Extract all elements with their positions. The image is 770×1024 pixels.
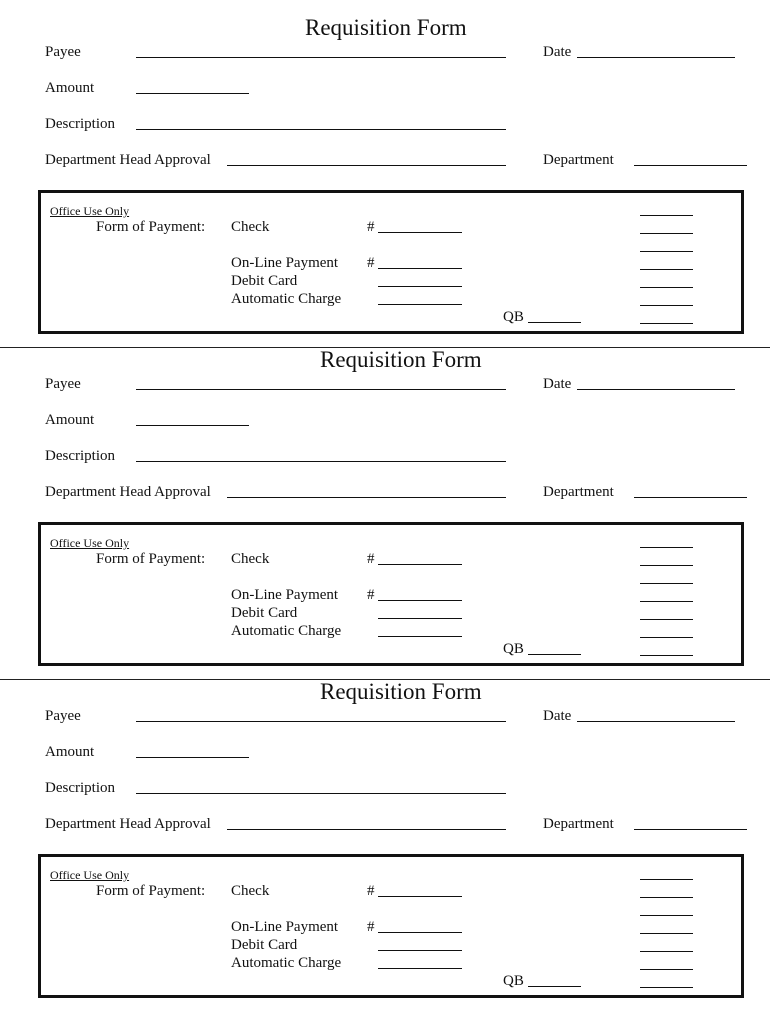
- check-label: Check: [231, 883, 270, 899]
- office-line-4[interactable]: [640, 933, 693, 934]
- online-payment-label: On-Line Payment: [231, 255, 339, 271]
- check-label: Check: [231, 551, 270, 567]
- automatic-charge-field[interactable]: [378, 968, 462, 969]
- office-line-3[interactable]: [640, 251, 693, 252]
- office-use-heading: Office Use Only: [50, 868, 130, 882]
- date-label: Date: [543, 44, 572, 60]
- office-line-4[interactable]: [640, 601, 693, 602]
- department-field[interactable]: [634, 829, 747, 830]
- payee-field[interactable]: [136, 389, 506, 390]
- approval-field[interactable]: [227, 829, 506, 830]
- office-line-6[interactable]: [640, 305, 693, 306]
- qb-label: QB: [503, 973, 524, 989]
- date-label: Date: [543, 708, 572, 724]
- check-number-field[interactable]: [378, 564, 462, 565]
- approval-label: Department Head Approval: [45, 816, 211, 832]
- department-label: Department: [543, 816, 614, 832]
- description-label: Description: [45, 448, 115, 464]
- check-hash: #: [367, 219, 375, 235]
- form-title: Requisition Form: [320, 347, 482, 372]
- office-use-heading: Office Use Only: [50, 536, 130, 550]
- automatic-charge-label: Automatic Charge: [231, 291, 342, 307]
- online-hash: #: [367, 255, 375, 271]
- office-line-5[interactable]: [640, 287, 693, 288]
- debit-card-label: Debit Card: [231, 273, 298, 289]
- check-hash: #: [367, 883, 375, 899]
- debit-card-label: Debit Card: [231, 605, 298, 621]
- qb-label: QB: [503, 641, 524, 657]
- debit-card-label: Debit Card: [231, 937, 298, 953]
- qb-field[interactable]: [528, 654, 581, 655]
- office-line-5[interactable]: [640, 951, 693, 952]
- office-line-2[interactable]: [640, 897, 693, 898]
- form-title: Requisition Form: [305, 15, 467, 40]
- description-field[interactable]: [136, 129, 506, 130]
- form-of-payment-label: Form of Payment:: [96, 219, 206, 235]
- automatic-charge-field[interactable]: [378, 304, 462, 305]
- qb-field[interactable]: [528, 986, 581, 987]
- amount-label: Amount: [45, 744, 95, 760]
- office-line-7[interactable]: [640, 655, 693, 656]
- office-line-6[interactable]: [640, 969, 693, 970]
- office-line-6[interactable]: [640, 637, 693, 638]
- online-number-field[interactable]: [378, 600, 462, 601]
- approval-field[interactable]: [227, 497, 506, 498]
- approval-label: Department Head Approval: [45, 484, 211, 500]
- office-line-3[interactable]: [640, 583, 693, 584]
- office-line-3[interactable]: [640, 915, 693, 916]
- check-number-field[interactable]: [378, 896, 462, 897]
- description-label: Description: [45, 116, 115, 132]
- form-title: Requisition Form: [320, 679, 482, 704]
- office-line-1[interactable]: [640, 879, 693, 880]
- form-of-payment-label: Form of Payment:: [96, 551, 206, 567]
- department-label: Department: [543, 152, 614, 168]
- online-payment-label: On-Line Payment: [231, 587, 339, 603]
- debit-card-field[interactable]: [378, 950, 462, 951]
- debit-card-field[interactable]: [378, 618, 462, 619]
- office-line-7[interactable]: [640, 987, 693, 988]
- approval-label: Department Head Approval: [45, 152, 211, 168]
- payee-label: Payee: [45, 376, 81, 392]
- office-line-7[interactable]: [640, 323, 693, 324]
- amount-label: Amount: [45, 80, 95, 96]
- office-line-2[interactable]: [640, 565, 693, 566]
- requisition-form-3: [0, 664, 770, 996]
- office-line-1[interactable]: [640, 547, 693, 548]
- requisition-form-1: [0, 0, 770, 332]
- automatic-charge-label: Automatic Charge: [231, 623, 342, 639]
- online-number-field[interactable]: [378, 932, 462, 933]
- date-field[interactable]: [577, 389, 735, 390]
- automatic-charge-field[interactable]: [378, 636, 462, 637]
- office-line-1[interactable]: [640, 215, 693, 216]
- description-field[interactable]: [136, 793, 506, 794]
- online-hash: #: [367, 587, 375, 603]
- date-label: Date: [543, 376, 572, 392]
- office-use-heading: Office Use Only: [50, 204, 130, 218]
- department-label: Department: [543, 484, 614, 500]
- check-label: Check: [231, 219, 270, 235]
- amount-field[interactable]: [136, 93, 249, 94]
- debit-card-field[interactable]: [378, 286, 462, 287]
- online-payment-label: On-Line Payment: [231, 919, 339, 935]
- automatic-charge-label: Automatic Charge: [231, 955, 342, 971]
- payee-label: Payee: [45, 44, 81, 60]
- office-line-2[interactable]: [640, 233, 693, 234]
- office-use-box: [38, 854, 744, 998]
- office-line-5[interactable]: [640, 619, 693, 620]
- amount-field[interactable]: [136, 425, 249, 426]
- date-field[interactable]: [577, 721, 735, 722]
- check-number-field[interactable]: [378, 232, 462, 233]
- approval-field[interactable]: [227, 165, 506, 166]
- payee-label: Payee: [45, 708, 81, 724]
- amount-field[interactable]: [136, 757, 249, 758]
- requisition-form-2: [0, 332, 770, 664]
- payee-field[interactable]: [136, 57, 506, 58]
- description-field[interactable]: [136, 461, 506, 462]
- department-field[interactable]: [634, 497, 747, 498]
- date-field[interactable]: [577, 57, 735, 58]
- department-field[interactable]: [634, 165, 747, 166]
- office-use-box: [38, 522, 744, 666]
- qb-field[interactable]: [528, 322, 581, 323]
- description-label: Description: [45, 780, 115, 796]
- qb-label: QB: [503, 309, 524, 325]
- office-use-box: [38, 190, 744, 334]
- online-hash: #: [367, 919, 375, 935]
- amount-label: Amount: [45, 412, 95, 428]
- payee-field[interactable]: [136, 721, 506, 722]
- check-hash: #: [367, 551, 375, 567]
- office-line-4[interactable]: [640, 269, 693, 270]
- online-number-field[interactable]: [378, 268, 462, 269]
- form-of-payment-label: Form of Payment:: [96, 883, 206, 899]
